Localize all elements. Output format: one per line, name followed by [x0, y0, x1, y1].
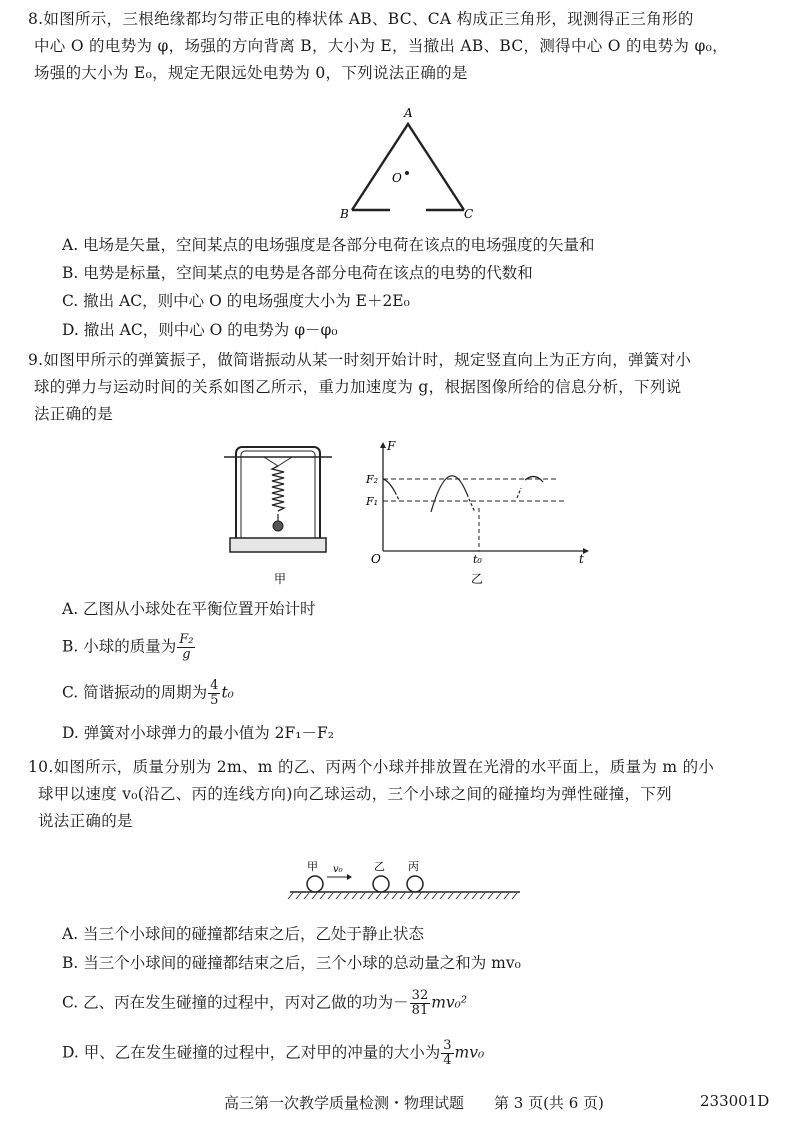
question-number: 9. [28, 351, 44, 369]
option-text: mv₀² [431, 993, 468, 1012]
q10-option-d [62, 1039, 484, 1068]
page-number: 第 3 页(共 6 页) [494, 1094, 604, 1112]
stem-line: 说法正确的是 [38, 812, 133, 830]
question-10-stem [28, 754, 778, 835]
stem-line: 球的弹力与运动时间的关系如图乙所示，重力加速度为 g，根据图像所给的信息分析，下列说 [34, 378, 682, 396]
q9-option-c [62, 679, 234, 708]
label-b: B [340, 207, 349, 221]
graph-label-f1: F₁ [366, 495, 379, 508]
caption-yi: 乙 [471, 572, 484, 586]
graph-label-t: t [579, 552, 584, 566]
fraction-denominator: 5 [210, 693, 219, 708]
label-a: A [404, 106, 413, 120]
q9-option-b [62, 633, 196, 662]
fraction-4-over-5 [208, 679, 220, 708]
ball-jia [307, 876, 323, 892]
fraction-denominator: 81 [411, 1003, 429, 1018]
ball-label-jia: 甲 [307, 860, 318, 873]
fraction-f2-over-g [177, 633, 195, 662]
stem-line: 法正确的是 [34, 405, 114, 423]
question-number: 8. [28, 10, 44, 28]
q10-option-a: A. 当三个小球间的碰撞都结束之后，乙处于静止状态 [62, 925, 425, 943]
graph-label-f: F [387, 439, 396, 453]
label-c: C [464, 207, 474, 221]
ball-yi [373, 876, 389, 892]
fraction-denominator: g [182, 647, 191, 662]
stem-line: 如图所示，质量分别为 2m、m 的乙、丙两个小球并排放置在光滑的水平面上，质量为 m 的小 [53, 758, 715, 776]
q10-option-c [62, 989, 467, 1018]
q8-option-c: C. 撤出 AC，则中心 O 的电场强度大小为 E＋2E₀ [62, 292, 410, 310]
ball-label-yi: 乙 [374, 860, 385, 873]
ball-bing [407, 876, 423, 892]
fraction-numerator: 4 [210, 678, 219, 693]
triangle-figure [330, 102, 480, 227]
spring-oscillator-figure [222, 440, 334, 590]
option-text: C. 简谐振动的周期为 [62, 683, 208, 702]
q9-option-d: D. 弹簧对小球弹力的最小值为 2F₁－F₂ [62, 724, 334, 742]
q8-option-d: D. 撤出 AC，则中心 O 的电势为 φ－φ₀ [62, 321, 338, 339]
stem-line: 场强的大小为 E₀，规定无限远处电势为 0，下列说法正确的是 [34, 64, 468, 82]
question-9-stem [28, 347, 778, 428]
graph-label-t0: t₀ [473, 553, 482, 566]
caption-jia: 甲 [274, 572, 287, 586]
option-text: B. 小球的质量为 [62, 637, 177, 656]
force-time-graph [365, 438, 595, 588]
stem-line: 如图所示，三根绝缘都均匀带正电的棒状体 AB、BC、CA 构成正三角形，现测得正三角形的 [43, 10, 694, 28]
option-text: D. 甲、乙在发生碰撞的过程中，乙对甲的冲量的大小为 [62, 1043, 441, 1062]
q8-option-b: B. 电势是标量，空间某点的电势是各部分电荷在该点的电势的代数和 [62, 264, 533, 282]
fraction-numerator: 3 [443, 1038, 452, 1053]
q9-option-a: A. 乙图从小球处在平衡位置开始计时 [62, 600, 316, 618]
stem-line: 如图甲所示的弹簧振子，做简谐振动从某一时刻开始计时，规定竖直向上为正方向，弹簧对小 [43, 351, 692, 369]
fraction-numerator: 32 [411, 988, 429, 1003]
stem-line: 球甲以速度 v₀(沿乙、丙的连线方向)向乙球运动，三个小球之间的碰撞均为弹性碰撞，下列 [38, 785, 672, 803]
stem-line: 中心 O 的电势为 φ，场强的方向背离 B，大小为 E，当撤出 AB、BC，测得中心 O 的电势为 φ₀， [34, 37, 728, 55]
velocity-label: v₀ [333, 864, 343, 875]
label-o: O [392, 171, 402, 185]
three-balls-figure [285, 852, 525, 902]
graph-label-o: O [371, 552, 381, 566]
option-text: C. 乙、丙在发生碰撞的过程中，丙对乙做的功为－ [62, 993, 409, 1012]
graph-label-f2: F₂ [366, 473, 379, 486]
question-8-stem [28, 6, 778, 87]
fraction-numerator: F₂ [179, 632, 194, 647]
fraction-32-over-81 [410, 989, 431, 1018]
option-text: t₀ [221, 683, 234, 702]
exam-title: 高三第一次教学质量检测・物理试题 [224, 1094, 465, 1112]
question-number: 10. [28, 758, 54, 776]
fraction-denominator: 4 [443, 1053, 452, 1068]
q10-option-b: B. 当三个小球间的碰撞都结束之后，三个小球的总动量之和为 mv₀ [62, 954, 521, 972]
q8-option-a: A. 电场是矢量，空间某点的电场强度是各部分电荷在该点的电场强度的矢量和 [62, 236, 595, 254]
option-text: mv₀ [454, 1043, 485, 1062]
exam-code: 233001D [700, 1092, 770, 1110]
ball-label-bing: 丙 [408, 860, 419, 873]
fraction-3-over-4 [441, 1039, 453, 1068]
